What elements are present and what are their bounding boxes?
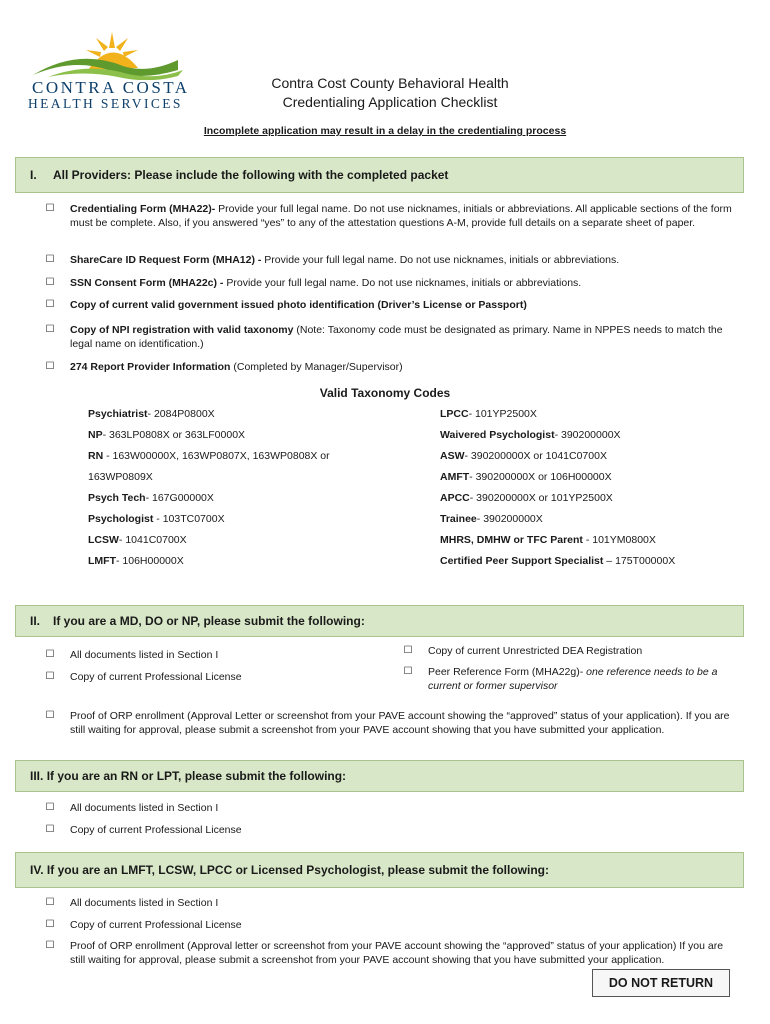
peer-reference-note: one reference needs to be a current or former supervisor bbox=[428, 666, 718, 692]
section-3-number: III. bbox=[30, 769, 44, 783]
checkbox-npi-registration[interactable]: ☐ bbox=[45, 324, 55, 335]
taxonomy-code: - 390200000X or 106H00000X bbox=[469, 471, 612, 483]
taxonomy-right-row bbox=[440, 533, 656, 547]
sun-hills-logo-icon bbox=[28, 30, 188, 80]
taxonomy-code: - 390200000X bbox=[476, 513, 543, 525]
section-1-number: I. bbox=[30, 168, 37, 182]
taxonomy-code: - 106H00000X bbox=[116, 555, 184, 567]
taxonomy-role: MHRS, DMHW or TFC Parent bbox=[440, 534, 583, 546]
taxonomy-role: Waivered Psychologist bbox=[440, 429, 555, 441]
checkbox-peer-ref-s2[interactable]: ☐ bbox=[403, 666, 413, 677]
s1-item-text: Provide your full legal name. Do not use nicknames, initials or abbreviations. bbox=[261, 254, 620, 266]
s3-item-license: Copy of current Professional License bbox=[70, 824, 242, 836]
taxonomy-right-row bbox=[440, 512, 543, 526]
section-3-heading bbox=[30, 769, 346, 783]
s1-item-sharecare-id-form bbox=[70, 254, 735, 268]
s1-item-text: (Note: Taxonomy code must be designated as primary. Name in NPPES needs to match the legal name on identification.) bbox=[70, 324, 723, 350]
s1-item-label: ShareCare ID Request Form (MHA12) - bbox=[70, 254, 262, 266]
section-3-header bbox=[15, 760, 744, 792]
section-4-number: IV. bbox=[30, 863, 44, 877]
taxonomy-code: - 101YM0800X bbox=[582, 534, 656, 546]
taxonomy-role: LCSW bbox=[88, 534, 119, 546]
taxonomy-left-row bbox=[88, 428, 245, 442]
section-2-title: If you are a MD, DO or NP, please submit the following: bbox=[53, 614, 365, 628]
taxonomy-role: LPCC bbox=[440, 408, 469, 420]
taxonomy-code: - 103TC0700X bbox=[153, 513, 225, 525]
checkbox-all-docs-s3[interactable]: ☐ bbox=[45, 802, 55, 813]
section-3-title: If you are an RN or LPT, please submit the following: bbox=[46, 769, 347, 783]
taxonomy-code: - 1041C0700X bbox=[118, 534, 187, 546]
section-4-title: If you are an LMFT, LCSW, LPCC or Licensed Psychologist, please submit the following: bbox=[46, 863, 549, 877]
taxonomy-right-row bbox=[440, 470, 612, 484]
document-title-line2: Credentialing Application Checklist bbox=[282, 94, 498, 110]
taxonomy-left-row bbox=[88, 470, 153, 484]
taxonomy-code: - 101YP2500X bbox=[468, 408, 537, 420]
s2-item-orp: Proof of ORP enrollment (Approval Letter or screenshot from your PAVE account showing the “approved” status of your application). If you are still waiting for approval, please submit a screenshot from your PAVE account showing that you have submitted your application. bbox=[70, 710, 730, 736]
checkbox-license-s4[interactable]: ☐ bbox=[45, 919, 55, 930]
s3-item-all-docs: All documents listed in Section I bbox=[70, 802, 219, 814]
taxonomy-right-row bbox=[440, 428, 621, 442]
taxonomy-left-row bbox=[88, 407, 215, 421]
taxonomy-code: – 175T00000X bbox=[603, 555, 676, 567]
s2-item-dea: Copy of current Unrestricted DEA Registration bbox=[428, 645, 643, 657]
s1-item-npi-registration bbox=[70, 324, 735, 351]
s1-item-label: 274 Report Provider Information bbox=[70, 361, 231, 373]
taxonomy-code: - 363LP0808X or 363LF0000X bbox=[102, 429, 246, 441]
taxonomy-code: - 390200000X bbox=[554, 429, 621, 441]
s4-item-orp: Proof of ORP enrollment (Approval letter or screenshot from your PAVE account showing the “approved” status of your application) If you are still waiting for approval, please submit a screenshot from your PAVE account showing that you have submitted your application. bbox=[70, 940, 724, 966]
contra-costa-logo bbox=[28, 30, 188, 110]
taxonomy-role: Psychologist bbox=[88, 513, 154, 525]
s1-item-label: Copy of NPI registration with valid taxonomy bbox=[70, 324, 294, 336]
section-1-header bbox=[15, 157, 744, 193]
s1-item-text: (Completed by Manager/Supervisor) bbox=[230, 361, 403, 373]
checkbox-credentialing-form[interactable]: ☐ bbox=[45, 203, 55, 214]
s4-item-all-docs: All documents listed in Section I bbox=[70, 897, 219, 909]
taxonomy-right-row bbox=[440, 449, 607, 463]
peer-reference-label: Peer Reference Form (MHA22g)- bbox=[428, 666, 584, 678]
s1-item-text: Provide your full legal name. Do not use nicknames, initials or abbreviations. bbox=[223, 277, 582, 289]
taxonomy-code: 163WP0809X bbox=[88, 471, 153, 483]
s1-item-ssn-consent-form bbox=[70, 277, 735, 291]
s2-item-license: Copy of current Professional License bbox=[70, 671, 242, 683]
s2-item-peer-reference bbox=[428, 666, 740, 693]
checkbox-dea-s2[interactable]: ☐ bbox=[403, 645, 413, 656]
taxonomy-role: Certified Peer Support Specialist bbox=[440, 555, 604, 567]
s1-item-report-274 bbox=[70, 361, 735, 375]
s1-item-label: Copy of current valid government issued photo identification (Driver’s License or Passport) bbox=[70, 299, 527, 311]
section-2-header bbox=[15, 605, 744, 637]
taxonomy-left-row bbox=[88, 491, 214, 505]
taxonomy-code: - 163W00000X, 163WP0807X, 163WP0808X or bbox=[103, 450, 330, 462]
checkbox-orp-s2[interactable]: ☐ bbox=[45, 710, 55, 721]
s1-item-text: Provide your full legal name. Do not use nicknames, initials or abbreviations. All applicable sections of the form must be complete. Also, if you answered “yes” to any of the attestation questions A-M, provide full details on a separate sheet of paper. bbox=[70, 203, 732, 229]
taxonomy-role: NP bbox=[88, 429, 103, 441]
s4-item-license: Copy of current Professional License bbox=[70, 919, 242, 931]
section-4-header bbox=[15, 852, 744, 888]
taxonomy-code: - 390200000X or 1041C0700X bbox=[464, 450, 607, 462]
s2-item-all-docs: All documents listed in Section I bbox=[70, 649, 219, 661]
s1-item-credentialing-form bbox=[70, 203, 735, 230]
taxonomy-role: Psych Tech bbox=[88, 492, 146, 504]
do-not-return-stamp: DO NOT RETURN bbox=[592, 969, 730, 997]
checkbox-sharecare-id-form[interactable]: ☐ bbox=[45, 254, 55, 265]
taxonomy-role: Trainee bbox=[440, 513, 477, 525]
checkbox-orp-s4[interactable]: ☐ bbox=[45, 940, 55, 951]
taxonomy-role: ASW bbox=[440, 450, 465, 462]
taxonomy-left-row bbox=[88, 449, 330, 463]
taxonomy-title: Valid Taxonomy Codes bbox=[319, 386, 451, 400]
taxonomy-role: Psychiatrist bbox=[88, 408, 148, 420]
checkbox-photo-id[interactable]: ☐ bbox=[45, 299, 55, 310]
section-4-heading bbox=[30, 863, 549, 877]
section-2-number: II. bbox=[30, 614, 41, 628]
taxonomy-code: - 390200000X or 101YP2500X bbox=[469, 492, 613, 504]
section-1-title: All Providers: Please include the following with the completed packet bbox=[53, 168, 449, 182]
s1-item-label: SSN Consent Form (MHA22c) - bbox=[70, 277, 224, 289]
delay-notice: Incomplete application may result in a delay in the credentialing process bbox=[203, 125, 567, 137]
s1-item-photo-id bbox=[70, 299, 735, 313]
taxonomy-right-row bbox=[440, 554, 675, 568]
taxonomy-role: APCC bbox=[440, 492, 470, 504]
taxonomy-role: AMFT bbox=[440, 471, 470, 483]
checkbox-license-s3[interactable]: ☐ bbox=[45, 824, 55, 835]
taxonomy-right-row bbox=[440, 491, 613, 505]
checkbox-license-s2[interactable]: ☐ bbox=[45, 671, 55, 682]
checkbox-report-274[interactable]: ☐ bbox=[45, 361, 55, 372]
taxonomy-role: RN bbox=[88, 450, 104, 462]
taxonomy-left-row bbox=[88, 533, 187, 547]
document-title-line1: Contra Cost County Behavioral Health bbox=[271, 75, 509, 91]
checkbox-all-docs-s2[interactable]: ☐ bbox=[45, 649, 55, 660]
taxonomy-code: - 167G00000X bbox=[145, 492, 214, 504]
taxonomy-left-row bbox=[88, 554, 184, 568]
checkbox-all-docs-s4[interactable]: ☐ bbox=[45, 897, 55, 908]
taxonomy-right-row bbox=[440, 407, 537, 421]
s1-item-label: Credentialing Form (MHA22)- bbox=[70, 203, 216, 215]
taxonomy-role: LMFT bbox=[88, 555, 116, 567]
taxonomy-code: - 2084P0800X bbox=[147, 408, 215, 420]
checkbox-ssn-consent-form[interactable]: ☐ bbox=[45, 277, 55, 288]
logo-text-line2: HEALTH SERVICES bbox=[28, 96, 183, 111]
logo-text-line1: CONTRA COSTA bbox=[32, 78, 190, 97]
taxonomy-left-row bbox=[88, 512, 225, 526]
